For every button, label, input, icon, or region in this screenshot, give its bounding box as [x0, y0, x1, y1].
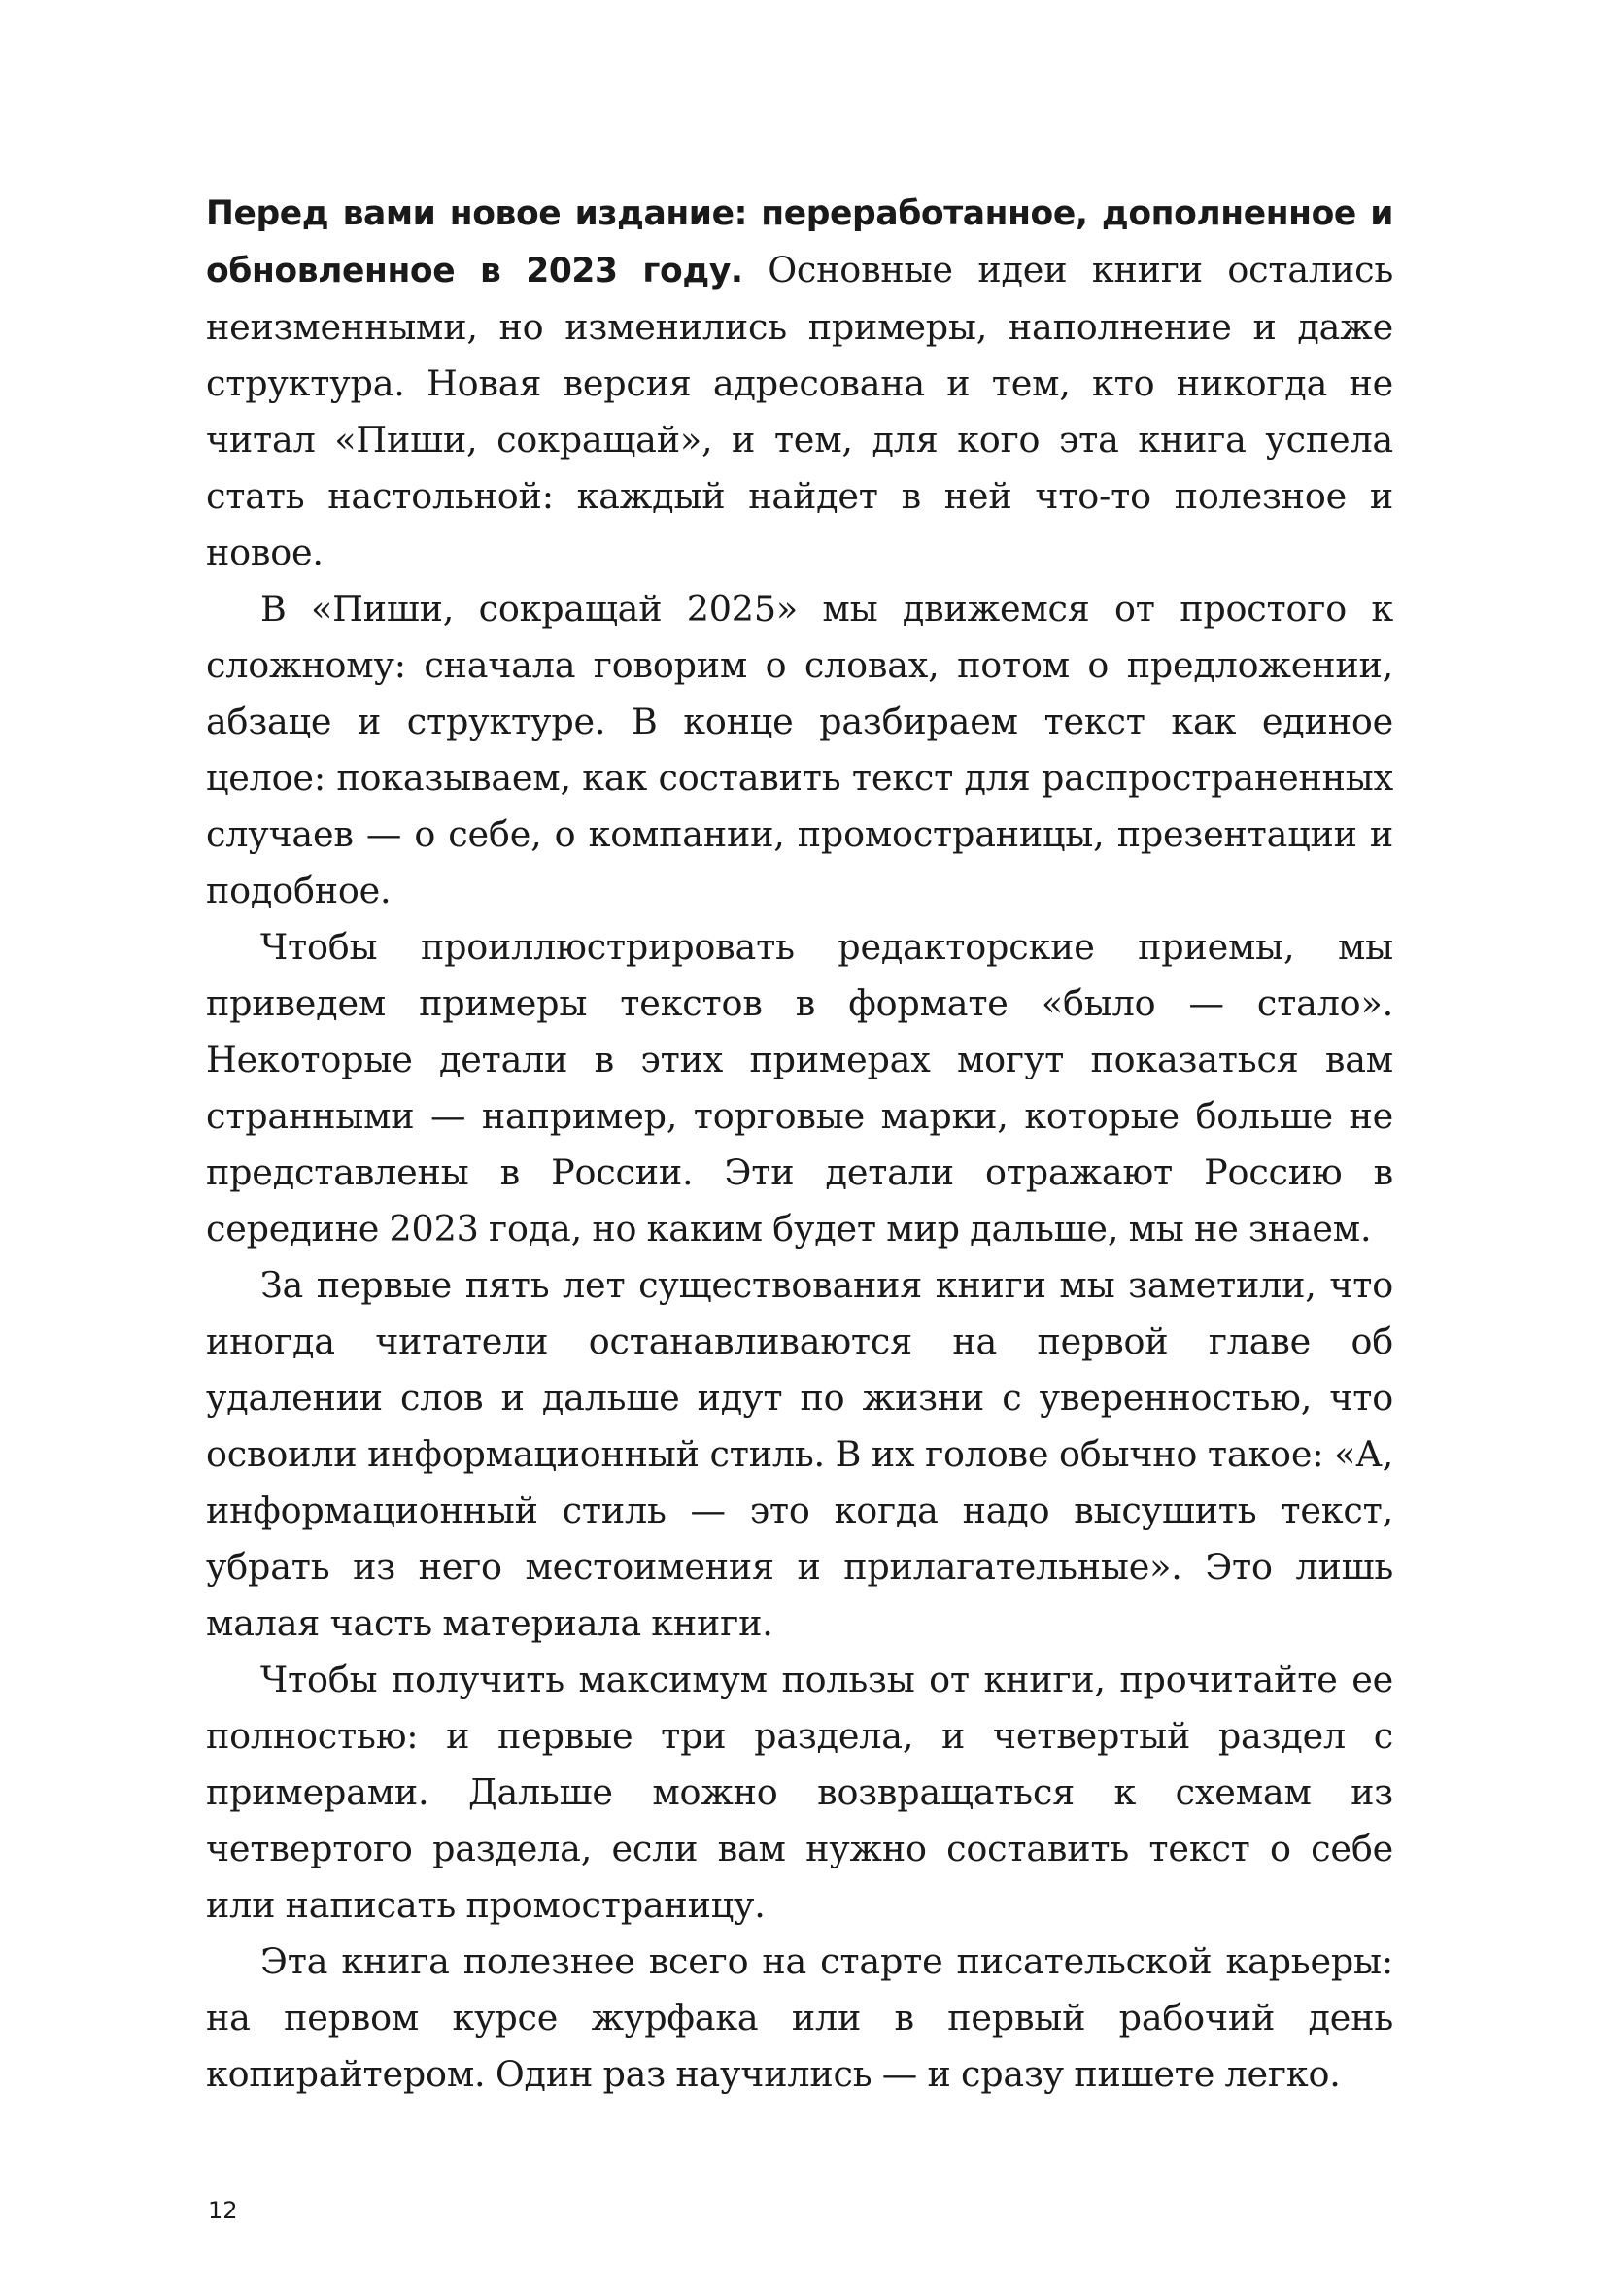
page-number: 12 [208, 2197, 238, 2224]
lead-sentence: Перед вами новое издание: переработанное, дополненное и обновленное в 2023 году. [206, 194, 1393, 291]
paragraph-1 [206, 185, 1393, 581]
paragraph-1-text: Основные идеи книги остались неизменными, но изменились примеры, наполнение и даже структура. Новая версия адресована и тем, кто никогда не читал «Пиши, сокращай», и тем, для кого эта книга успела стать настольной: каждый найдет в ней что-то полезное и новое. [206, 249, 1393, 573]
paragraph-5: Чтобы получить максимум пользы от книги, прочитайте ее полностью: и первые три раздела, и четвертый раздел с примерами. Дальше можно возвращаться к схемам из четвертого раздела, если вам нужно составить текст о себе или написать промостраницу. [206, 1659, 1393, 1926]
page-content [206, 185, 1393, 2103]
body-text [206, 185, 1393, 2103]
paragraph-3: Чтобы проиллюстрировать редакторские приемы, мы приведем примеры текстов в формате «было — стало». Некоторые детали в этих примерах могут показаться вам странными — например, торговые марки, которые больше не представлены в России. Эти детали отражают Россию в середине 2023 года, но каким будет мир дальше, мы не знаем. [206, 926, 1393, 1250]
paragraph-4: За первые пять лет существования книги мы заметили, что иногда читатели останавливаются на первой главе об удалении слов и дальше идут по жизни с уверенностью, что освоили информационный стиль. В их голове обычно такое: «А, информационный стиль — это когда надо высушить текст, убрать из него местоимения и прилагательные». Это лишь малая часть материала книги. [206, 1264, 1393, 1644]
paragraph-2: В «Пиши, сокращай 2025» мы движемся от простого к сложному: сначала говорим о словах, потом о предложении, абзаце и структуре. В конце разбираем текст как единое целое: показываем, как составить текст для распространенных случаев — о себе, о компании, промостраницы, презентации и подобное. [206, 588, 1393, 911]
paragraph-6: Эта книга полезнее всего на старте писательской карьеры: на первом курсе журфака или в первый рабочий день копирайтером. Один раз научились — и сразу пишете легко. [206, 1940, 1393, 2095]
